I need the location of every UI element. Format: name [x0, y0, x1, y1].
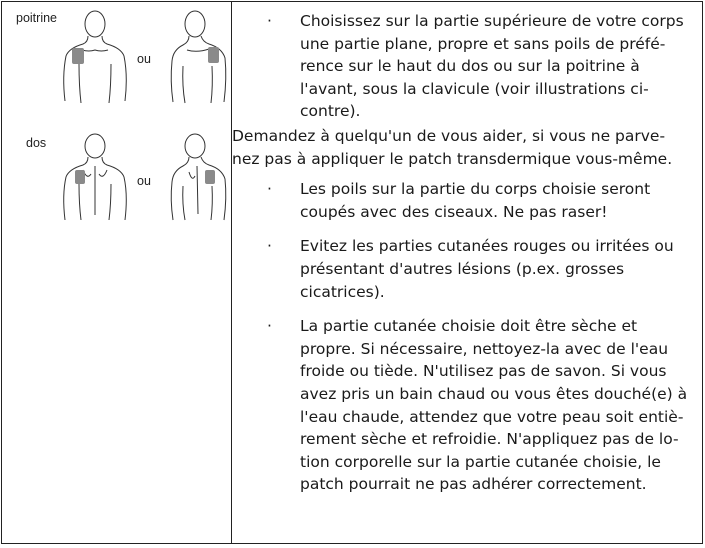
bullet-hair: · Les poils sur la partie du corps choisie seront coupés avec des ciseaux. Ne pas raser!	[267, 180, 651, 221]
bullet-choose-site: · Choisissez sur la partie supérieure de votre corps une partie plane, propre et sans poils de préfé- rence sur le haut du dos ou sur la poitrine à l'avant, sous la clavicule (voir illustrations ci- contre).	[267, 12, 684, 121]
bullet-dot: ·	[267, 180, 272, 199]
chest-front-illustration	[57, 6, 132, 106]
bullet-dot: ·	[267, 237, 272, 256]
chest-label: poitrine	[16, 11, 57, 25]
back-rear-illustration	[57, 130, 132, 222]
patch-area-icon	[75, 170, 85, 184]
patch-area-icon	[72, 48, 84, 64]
back-side-illustration	[167, 130, 229, 222]
column-divider	[231, 2, 232, 543]
chest-side-illustration	[167, 6, 229, 106]
bullet-dot: ·	[267, 317, 272, 336]
illustration-cell	[2, 2, 231, 543]
bullet-avoid-skin: · Evitez les parties cutanées rouges ou irritées ou présentant d'autres lésions (p.ex. grosses cicatrices).	[267, 237, 674, 301]
patch-area-icon	[205, 170, 215, 184]
instructions-cell	[232, 10, 697, 508]
bullet-dry-clean: · La partie cutanée choisie doit être sèche et propre. Si nécessaire, nettoyez-la avec de l'eau froide ou tiède. N'utilisez pas de savon. Si vous avez pris un bain chaud ou vous êtes douché(e) à l'eau chaude, attendez que votre peau soit entiè- rement sèche et refroidie. N'appliquez pas de lo- tion corporelle sur la partie cutanée choisie, le patch pourrait ne pas adhérer correctement.	[267, 317, 688, 494]
or-label-back: ou	[137, 174, 151, 188]
patch-area-icon	[208, 47, 219, 63]
or-label-chest: ou	[137, 52, 151, 66]
back-label: dos	[26, 136, 47, 150]
bullet-dot: ·	[267, 12, 272, 30]
paragraph-ask-help: Demandez à quelqu'un de vous aider, si vous ne parve- nez pas à appliquer le patch transdermique vous-même.	[232, 126, 673, 168]
instruction-table	[1, 1, 703, 544]
